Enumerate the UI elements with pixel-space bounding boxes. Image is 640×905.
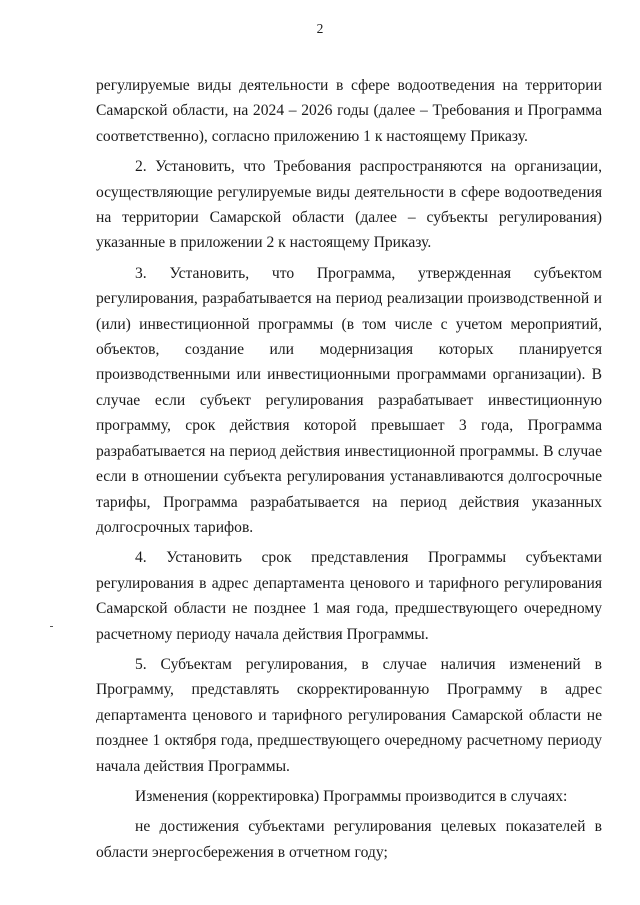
- paragraph-changes-intro: Изменения (корректировка) Программы производится в случаях:: [135, 787, 568, 805]
- paragraph-item-2: 2. Установить, что Требования распространяются на организации, осуществляющие регулируемые виды деятельности в сфере водоотведения на территории Самарской области (далее – субъекты регулирования) указанные в приложении 2 к настоящему Приказу.: [96, 158, 602, 252]
- page-number: 2: [316, 21, 324, 36]
- paragraph-item-5: 5. Субъектам регулирования, в случае наличия изменений в Программу, представлять скорректированную Программу в адрес департамента ценового и тарифного регулирования Самарской области не позднее 1 октября года, предшествующего очередному расчетному периоду начала действия Программы.: [96, 655, 602, 775]
- document-body: [96, 73, 602, 870]
- paragraph-item-4: 4. Установить срок представления Программы субъектами регулирования в адрес департамента ценового и тарифного регулирования Самарской области не позднее 1 мая года, предшествующего очередному расчетному периоду начала действия Программы.: [96, 549, 602, 643]
- margin-mark: [50, 626, 53, 627]
- paragraph-changes-case-1: не достижения субъектами регулирования целевых показателей в области энергосбережения в отчетном году;: [96, 818, 602, 861]
- paragraph-item-3: 3. Установить, что Программа, утвержденная субъектом регулирования, разрабатывается на период реализации производственной и (или) инвестиционной программы (в том числе с учетом мероприятий, объектов, создание или модернизация которых планируется производственными или инвестиционными программами организации). В случае если субъект регулирования разрабатывает инвестиционную программу, срок действия которой превышает 3 года, Программа разрабатывается на период действия инвестиционной программы. В случае если в отношении субъекта регулирования устанавливаются долгосрочные тарифы, Программа разрабатывается на период действия указанных долгосрочных тарифов.: [96, 264, 602, 536]
- paragraph-continuation: регулируемые виды деятельности в сфере водоотведения на территории Самарской области, на 2024 – 2026 годы (далее – Требования и Программа соответственно), согласно приложению 1 к настоящему Приказу.: [96, 77, 602, 145]
